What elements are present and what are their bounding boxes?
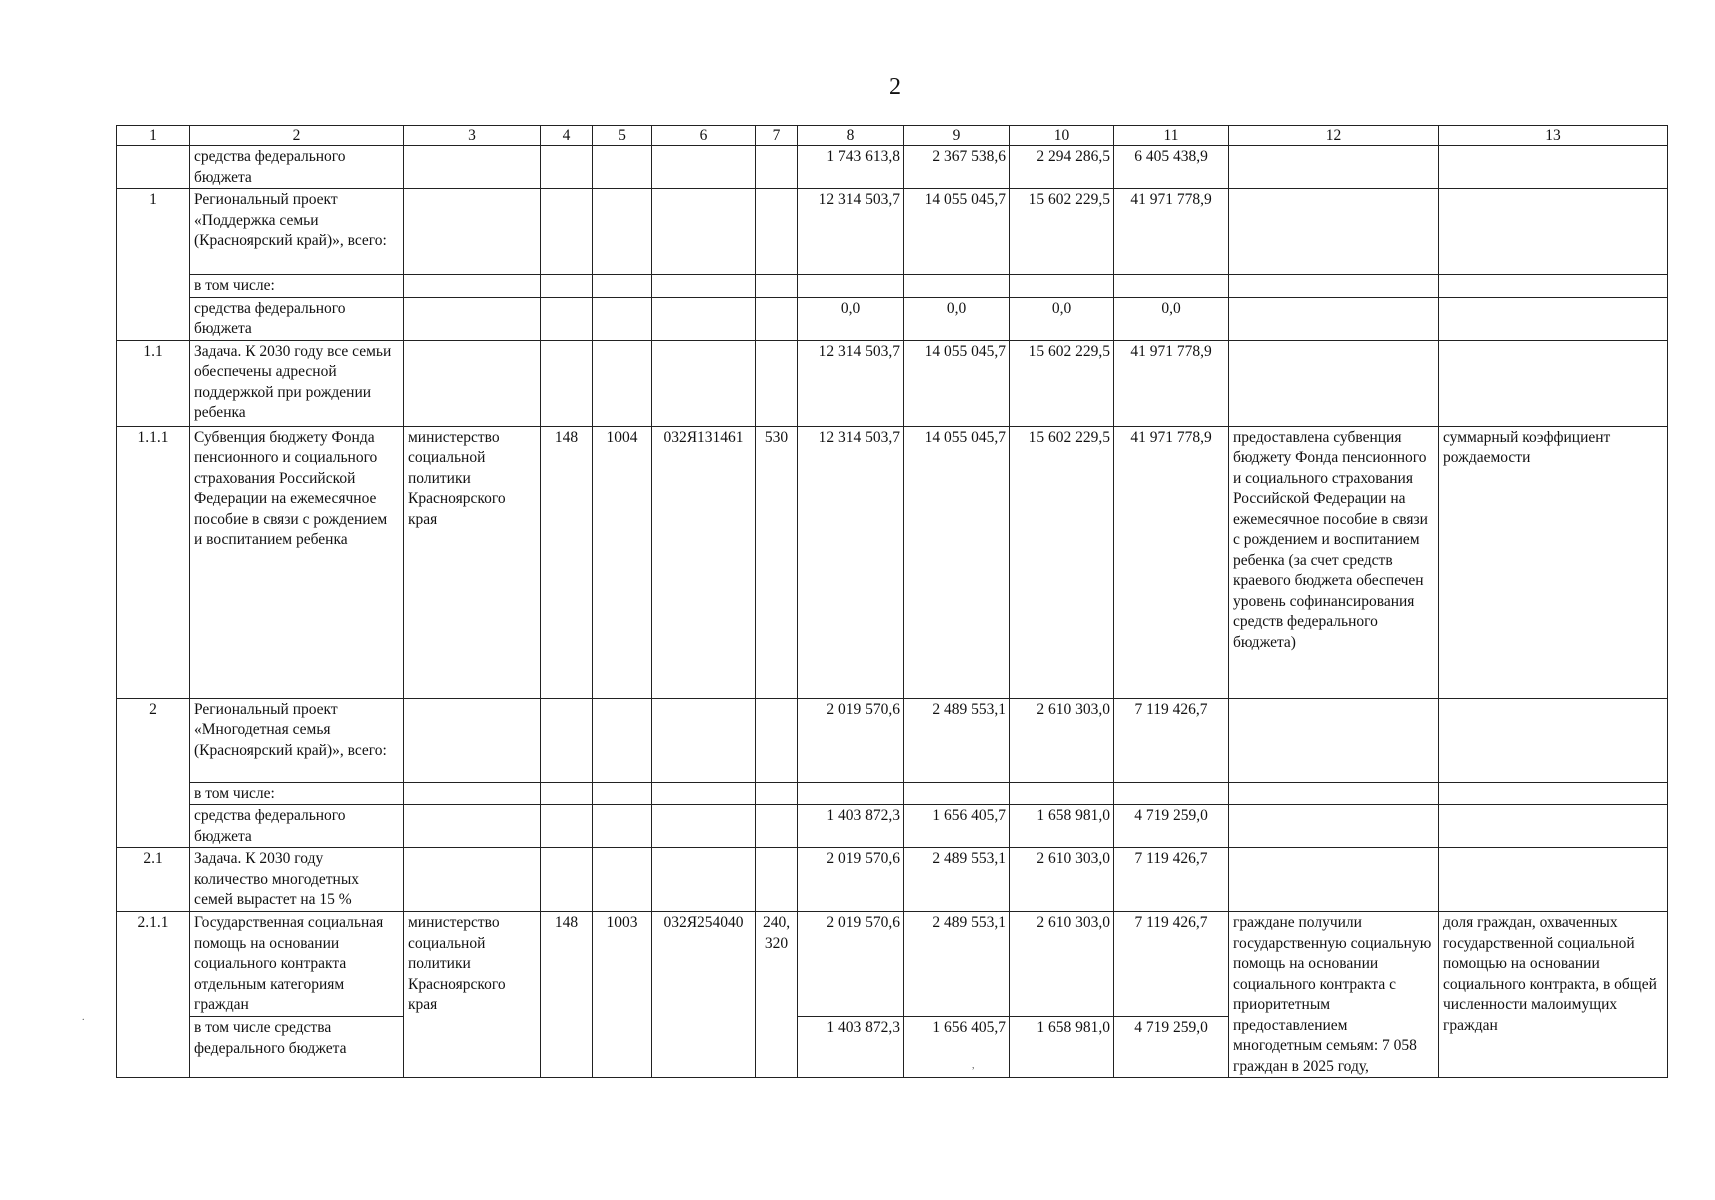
indicator-cell: суммарный коэффициент рождаемости xyxy=(1439,426,1668,698)
row-number-cell: 1 xyxy=(117,189,190,341)
header-cell: 6 xyxy=(652,126,756,146)
value-2025: 2 019 570,6 xyxy=(798,912,904,1017)
row-name-cell: средства федерального бюджета xyxy=(190,146,404,189)
header-cell: 3 xyxy=(404,126,541,146)
value-2025: 0,0 xyxy=(798,297,904,340)
table-row xyxy=(117,340,1668,426)
header-cell: 8 xyxy=(798,126,904,146)
value-total: 6 405 438,9 xyxy=(1114,146,1229,189)
value-2026: 14 055 045,7 xyxy=(904,426,1010,698)
table-row xyxy=(117,275,1668,298)
value-2025: 1 743 613,8 xyxy=(798,146,904,189)
value-2026: 2 367 538,6 xyxy=(904,146,1010,189)
value-2025: 12 314 503,7 xyxy=(798,189,904,275)
responsible-cell: министерство социальной политики Красноярского края xyxy=(404,426,541,698)
value-2026: 1 656 405,7 xyxy=(904,805,1010,848)
value-2027: 15 602 229,5 xyxy=(1010,426,1114,698)
column-number-row xyxy=(117,126,1668,146)
value-2025: 12 314 503,7 xyxy=(798,426,904,698)
value-2026: 14 055 045,7 xyxy=(904,189,1010,275)
row-name-cell: в том числе: xyxy=(190,782,404,805)
row-name-cell: в том числе средства федерального бюджета xyxy=(190,1017,404,1078)
header-cell: 7 xyxy=(756,126,798,146)
row-name-cell: средства федерального бюджета xyxy=(190,805,404,848)
row-name-cell: Региональный проект «Поддержка семьи (Красноярский край)», всего: xyxy=(190,189,404,275)
value-2026: 2 489 553,1 xyxy=(904,698,1010,782)
value-total: 41 971 778,9 xyxy=(1114,189,1229,275)
value-total: 4 719 259,0 xyxy=(1114,805,1229,848)
table-row xyxy=(117,426,1668,698)
table-row xyxy=(117,297,1668,340)
row-name-cell: средства федерального бюджета xyxy=(190,297,404,340)
code-target: 032Я131461 xyxy=(652,426,756,698)
header-cell: 13 xyxy=(1439,126,1668,146)
value-total: 41 971 778,9 xyxy=(1114,426,1229,698)
code-section: 1004 xyxy=(593,426,652,698)
row-name-cell: Задача. К 2030 году все семьи обеспечены адресной поддержкой при рождении ребенка xyxy=(190,340,404,426)
code-section: 1003 xyxy=(593,912,652,1078)
row-number-cell: 2 xyxy=(117,698,190,848)
header-cell: 1 xyxy=(117,126,190,146)
row-name-cell: Региональный проект «Многодетная семья (Красноярский край)», всего: xyxy=(190,698,404,782)
row-number-cell: 2.1.1 xyxy=(117,912,190,1078)
header-cell: 12 xyxy=(1229,126,1439,146)
code-expense-type: 530 xyxy=(756,426,798,698)
value-2027: 2 610 303,0 xyxy=(1010,848,1114,912)
value-2027: 1 658 981,0 xyxy=(1010,805,1114,848)
table-row xyxy=(117,189,1668,275)
indicator-cell: доля граждан, охваченных государственной социальной помощью на основании социального контракта, в общей численности малоимущих граждан xyxy=(1439,912,1668,1078)
code-grbs: 148 xyxy=(541,912,593,1078)
code-expense-type: 240, 320 xyxy=(756,912,798,1078)
table-row xyxy=(117,146,1668,189)
header-cell: 2 xyxy=(190,126,404,146)
budget-table xyxy=(116,125,1668,1078)
value-2027: 2 610 303,0 xyxy=(1010,912,1114,1017)
header-cell: 5 xyxy=(593,126,652,146)
row-number-cell: 1.1 xyxy=(117,340,190,426)
row-number-cell: 1.1.1 xyxy=(117,426,190,698)
page-number: 2 xyxy=(889,74,901,100)
result-cell: предоставлена субвенция бюджету Фонда пенсионного и социального страхования Российской Федерации на ежемесячное пособие в связи с рождением и воспитанием ребенка (за счет средств краевого бюджета обеспечен уровень софинансирования средств федерального бюджета) xyxy=(1229,426,1439,698)
result-cell: граждане получили государственную социальную помощь на основании социального контракта с приоритетным предоставлением многодетным семьям: 7 058 граждан в 2025 году, xyxy=(1229,912,1439,1078)
value-2027: 2 610 303,0 xyxy=(1010,698,1114,782)
value-2026: 1 656 405,7 xyxy=(904,1017,1010,1078)
value-2025: 1 403 872,3 xyxy=(798,1017,904,1078)
table-row xyxy=(117,912,1668,1017)
value-2026: 2 489 553,1 xyxy=(904,912,1010,1017)
scan-speck: . xyxy=(82,1012,85,1023)
responsible-cell: министерство социальной политики Красноярского края xyxy=(404,912,541,1078)
value-2027: 1 658 981,0 xyxy=(1010,1017,1114,1078)
row-name-cell: Задача. К 2030 году количество многодетных семей вырастет на 15 % xyxy=(190,848,404,912)
table-row xyxy=(117,782,1668,805)
value-2027: 15 602 229,5 xyxy=(1010,189,1114,275)
header-cell: 4 xyxy=(541,126,593,146)
value-2027: 2 294 286,5 xyxy=(1010,146,1114,189)
value-total: 4 719 259,0 xyxy=(1114,1017,1229,1078)
value-2025: 2 019 570,6 xyxy=(798,848,904,912)
header-cell: 10 xyxy=(1010,126,1114,146)
value-2027: 0,0 xyxy=(1010,297,1114,340)
scan-speck: , xyxy=(972,1060,975,1071)
row-name-cell: Субвенция бюджету Фонда пенсионного и социального страхования Российской Федерации на ежемесячное пособие в связи с рождением и воспитанием ребенка xyxy=(190,426,404,698)
row-number-cell: 2.1 xyxy=(117,848,190,912)
value-2026: 0,0 xyxy=(904,297,1010,340)
value-2027: 15 602 229,5 xyxy=(1010,340,1114,426)
value-total: 7 119 426,7 xyxy=(1114,848,1229,912)
value-total: 7 119 426,7 xyxy=(1114,698,1229,782)
table-row xyxy=(117,848,1668,912)
value-2026: 14 055 045,7 xyxy=(904,340,1010,426)
value-2026: 2 489 553,1 xyxy=(904,848,1010,912)
header-cell: 11 xyxy=(1114,126,1229,146)
row-name-cell: в том числе: xyxy=(190,275,404,298)
table-row xyxy=(117,698,1668,782)
value-total: 7 119 426,7 xyxy=(1114,912,1229,1017)
value-total: 41 971 778,9 xyxy=(1114,340,1229,426)
table-row xyxy=(117,805,1668,848)
header-cell: 9 xyxy=(904,126,1010,146)
code-target: 032Я254040 xyxy=(652,912,756,1078)
row-number-cell xyxy=(117,146,190,189)
value-total: 0,0 xyxy=(1114,297,1229,340)
value-2025: 1 403 872,3 xyxy=(798,805,904,848)
value-2025: 2 019 570,6 xyxy=(798,698,904,782)
row-name-cell: Государственная социальная помощь на основании социального контракта отдельным категориям граждан xyxy=(190,912,404,1017)
code-grbs: 148 xyxy=(541,426,593,698)
value-2025: 12 314 503,7 xyxy=(798,340,904,426)
